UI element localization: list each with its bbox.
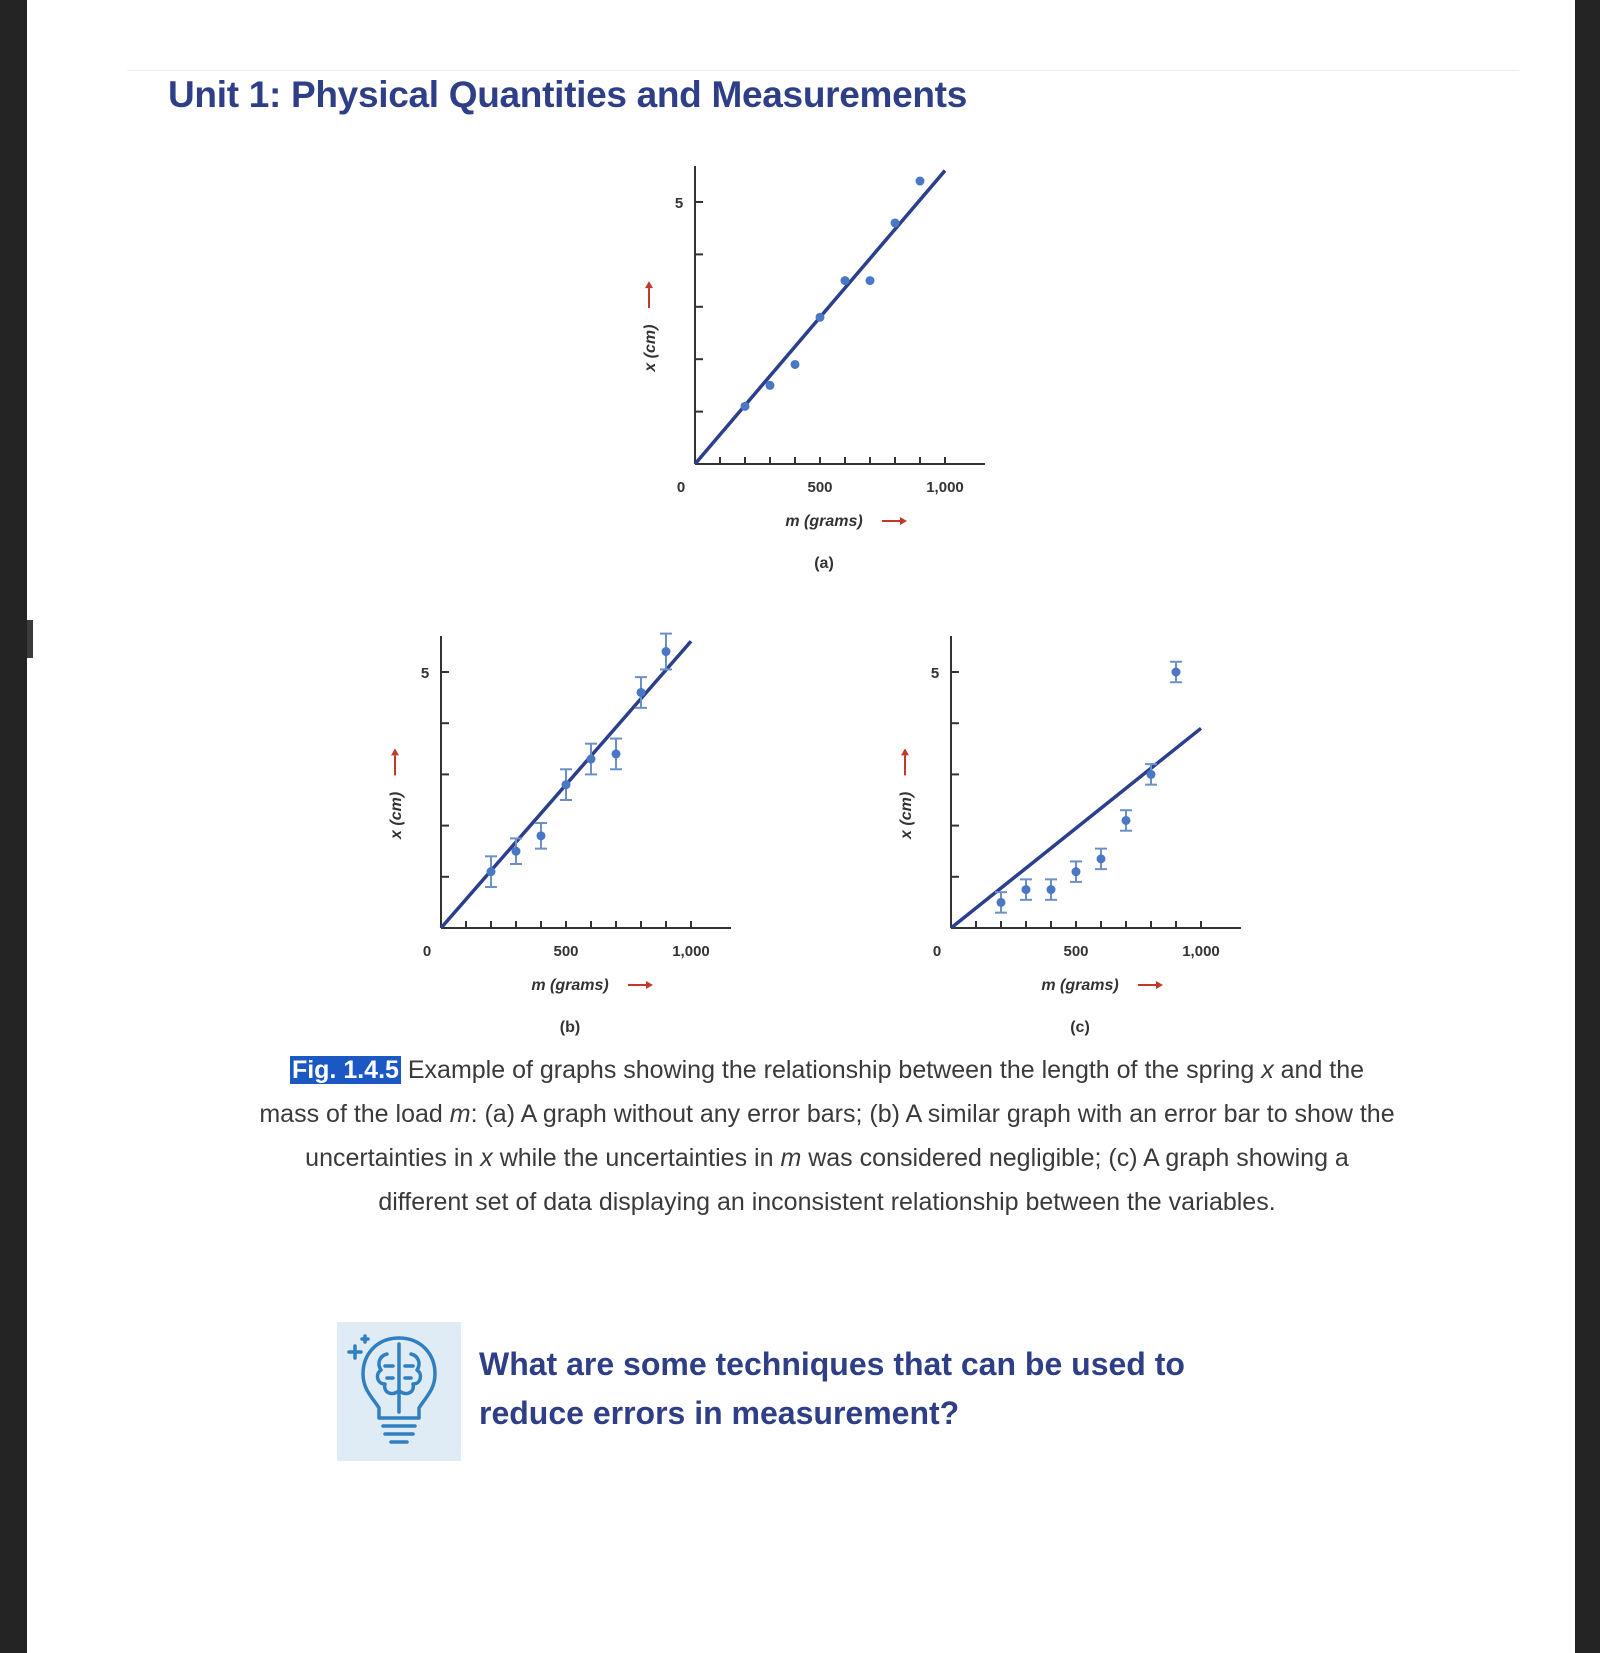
data-point	[1047, 885, 1056, 894]
y-axis-arrowhead	[645, 281, 653, 288]
figure-label: Fig. 1.4.5	[291, 1056, 399, 1084]
data-point	[1097, 854, 1106, 863]
data-point	[587, 755, 596, 764]
data-point	[766, 381, 775, 390]
x-axis-label: m (grams)	[785, 513, 863, 530]
y-tick-label: 5	[930, 665, 940, 682]
data-point	[816, 313, 825, 322]
data-point	[487, 867, 496, 876]
reflection-question: What are some techniques that can be used to reduce errors in measurement?	[479, 1346, 1185, 1431]
panel-label: (a)	[814, 555, 834, 572]
x-tick-label: 1,000	[926, 479, 964, 496]
caption-text-2: and the mass of the load	[259, 1056, 1365, 1128]
data-point	[1172, 668, 1181, 677]
y-tick-label: 5	[674, 195, 684, 212]
data-point	[1022, 885, 1031, 894]
chart-panel-c	[898, 636, 1241, 1036]
data-point	[562, 780, 571, 789]
think-box	[337, 1322, 461, 1461]
data-point	[1147, 770, 1156, 779]
caption-var-m: m	[449, 1100, 471, 1128]
caption-text-1: Example of graphs showing the relationship between the length of the spring	[400, 1056, 1262, 1084]
panel-label: (b)	[559, 1019, 581, 1036]
x-tick-label: 1,000	[672, 943, 710, 960]
data-point	[612, 749, 621, 758]
data-point	[866, 276, 875, 285]
data-point	[741, 402, 750, 411]
caption-var-x: x	[1261, 1056, 1274, 1084]
chart-panel-a	[642, 166, 985, 572]
data-point	[1122, 816, 1131, 825]
data-point	[791, 360, 800, 369]
data-point	[997, 898, 1006, 907]
data-point	[662, 647, 671, 656]
fit-line	[951, 728, 1201, 928]
x-axis-arrowhead	[646, 981, 653, 989]
caption-var-m: m	[780, 1144, 802, 1172]
caption-text-3: : (a) A graph without any error bars; (b) A similar graph with an error bar to show the uncertainties in	[305, 1100, 1395, 1172]
data-point	[841, 276, 850, 285]
x-tick-label: 500	[1063, 943, 1089, 960]
y-axis-label: x (cm)	[642, 324, 659, 372]
chart-panel-b	[388, 634, 731, 1036]
figure-caption	[257, 1048, 1397, 1224]
page-title: Unit 1: Physical Quantities and Measurements	[168, 74, 967, 115]
x-axis-arrowhead	[900, 517, 907, 525]
x-axis-arrowhead	[1156, 981, 1163, 989]
data-point	[1072, 867, 1081, 876]
y-tick-label: 5	[420, 665, 430, 682]
x-tick-label: 0	[676, 479, 686, 496]
x-tick-label: 0	[932, 943, 942, 960]
panel-label: (c)	[1070, 1019, 1090, 1036]
y-axis-label: x (cm)	[388, 791, 405, 839]
data-point	[537, 831, 546, 840]
x-tick-label: 1,000	[1182, 943, 1220, 960]
data-point	[916, 177, 925, 186]
y-axis-label: x (cm)	[898, 791, 915, 839]
caption-text-4: while the uncertainties in	[492, 1144, 781, 1172]
caption-text-5: was considered negligible; (c) A graph showing a different set of data displaying an inconsistent relationship between the variables.	[378, 1144, 1349, 1216]
document-page	[27, 0, 1575, 1653]
data-point	[891, 218, 900, 227]
x-axis-label: m (grams)	[1041, 977, 1119, 994]
caption-var-x: x	[480, 1144, 493, 1172]
x-tick-label: 500	[553, 943, 579, 960]
y-axis-arrowhead	[391, 748, 399, 755]
x-axis-label: m (grams)	[531, 977, 609, 994]
x-tick-label: 0	[422, 943, 432, 960]
figure-1-4-5	[27, 0, 1575, 1040]
data-point	[637, 688, 646, 697]
x-tick-label: 500	[807, 479, 833, 496]
brain-bulb-icon	[337, 1322, 461, 1461]
data-point	[512, 847, 521, 856]
y-axis-arrowhead	[901, 748, 909, 755]
